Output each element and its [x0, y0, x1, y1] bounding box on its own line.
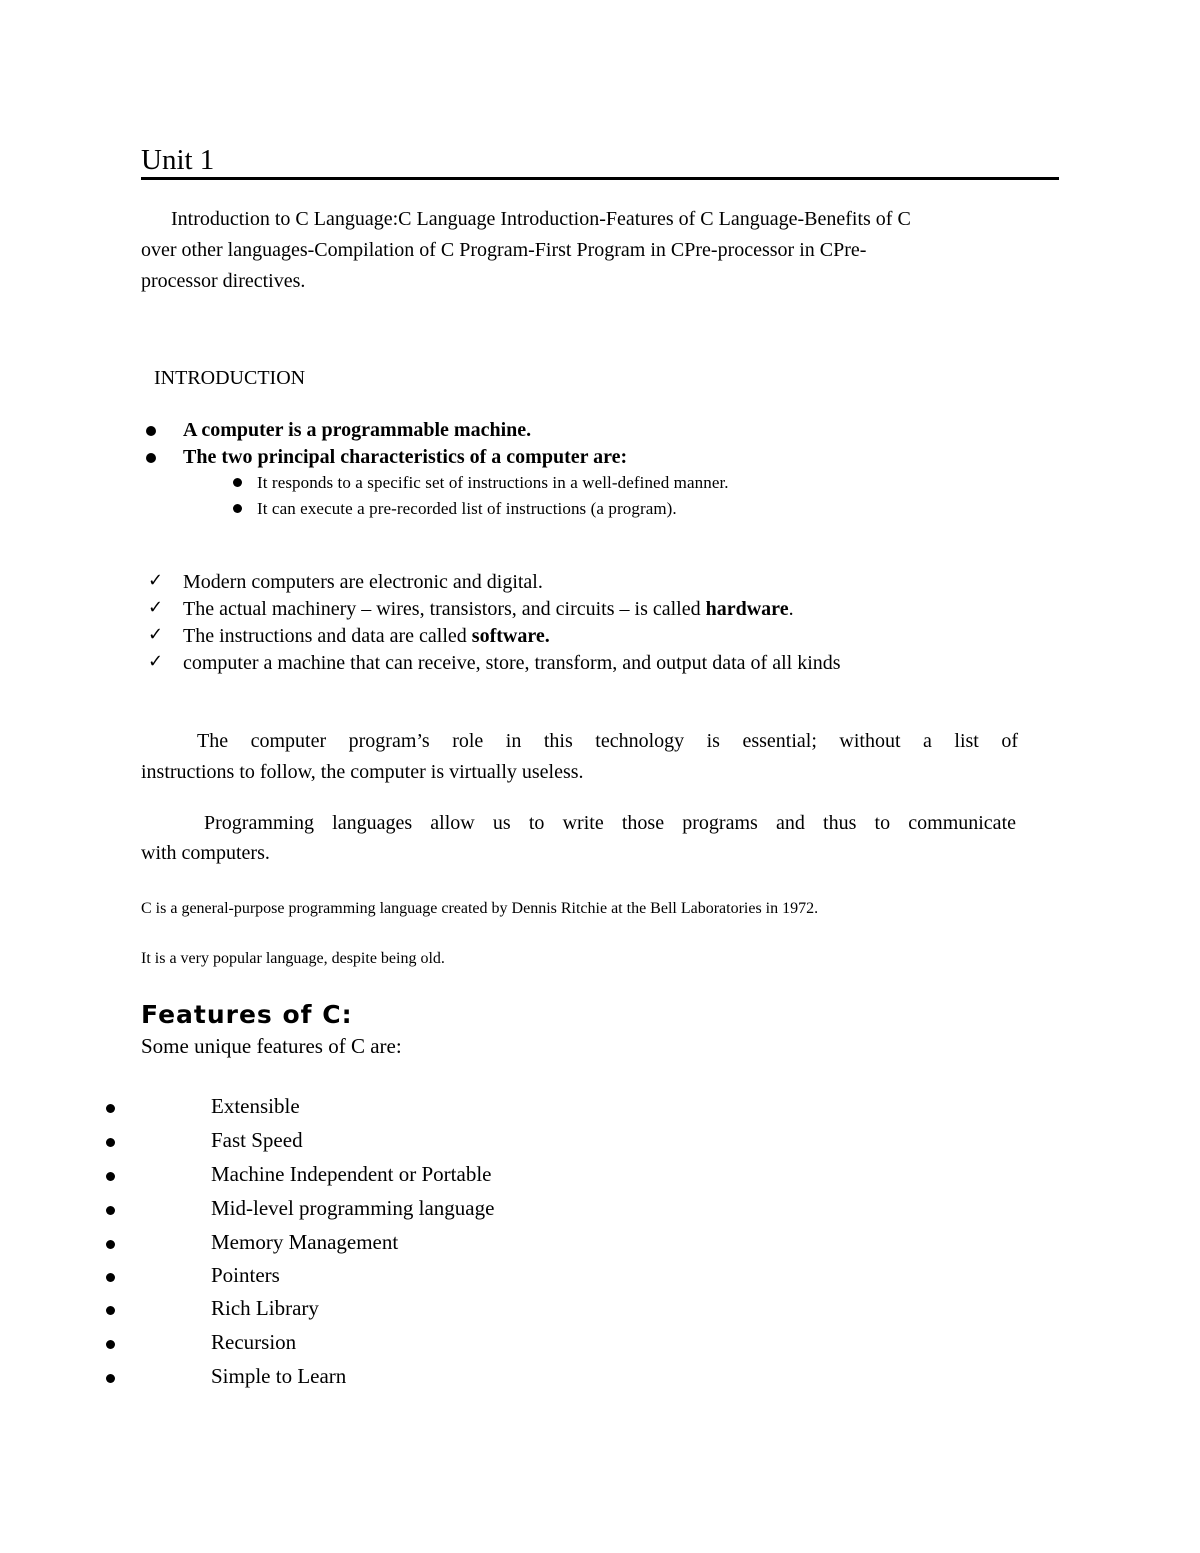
bullet-icon: [106, 1340, 115, 1349]
paragraph-3: C is a general-purpose programming language created by Dennis Ritchie at the Bell Laboratories in 1972.: [141, 900, 819, 917]
feature-item: Extensible: [211, 1094, 300, 1118]
unit-title: Unit 1: [141, 144, 215, 176]
intro-sub-bullet-2: It can execute a pre-recorded list of instructions (a program).: [257, 499, 677, 518]
check-item-3: [183, 625, 550, 648]
feature-item: Fast Speed: [211, 1128, 303, 1152]
introduction-heading: INTRODUCTION: [154, 367, 306, 389]
feature-item: Rich Library: [211, 1296, 319, 1320]
bullet-icon: [106, 1240, 115, 1249]
checkmark-icon: ✓: [148, 570, 164, 591]
feature-item: Recursion: [211, 1330, 297, 1354]
bullet-icon: [106, 1206, 115, 1215]
bullet-icon: [146, 453, 156, 463]
intro-sub-bullet-1: It responds to a specific set of instructions in a well-defined manner.: [257, 473, 729, 492]
bullet-icon: [106, 1273, 115, 1282]
bullet-icon: [106, 1374, 115, 1383]
check-item-2-after: .: [788, 598, 794, 620]
syllabus-line-1: Introduction to C Language:C Language Introduction-Features of C Language-Benefits of C: [171, 208, 911, 230]
bullet-icon: [146, 426, 156, 436]
syllabus-line-3: processor directives.: [141, 270, 306, 292]
bullet-icon: [233, 478, 242, 487]
title-underline: [141, 177, 1059, 180]
intro-bullet-2: The two principal characteristics of a computer are:: [183, 446, 628, 468]
checkmark-icon: ✓: [148, 651, 164, 672]
intro-bullet-1: A computer is a programmable machine.: [183, 419, 532, 441]
feature-item: Memory Management: [211, 1230, 399, 1254]
bullet-icon: [106, 1306, 115, 1315]
check-item-2: [183, 598, 794, 621]
feature-item: Pointers: [211, 1263, 280, 1287]
bullet-icon: [106, 1172, 115, 1181]
features-heading: Features of C:: [141, 1000, 353, 1029]
features-subtitle: Some unique features of C are:: [141, 1034, 402, 1058]
paragraph-1-line-2: instructions to follow, the computer is virtually useless.: [141, 761, 584, 783]
syllabus-line-2: over other languages-Compilation of C Program-First Program in CPre-processor in CPre-: [141, 239, 867, 261]
feature-item: Simple to Learn: [211, 1364, 347, 1388]
check-item-1: Modern computers are electronic and digital.: [183, 571, 543, 593]
checkmark-icon: ✓: [148, 597, 164, 618]
paragraph-2-line-1: Programming languages allow us to write those programs and thus to communicate: [204, 812, 1016, 834]
paragraph-2-line-2: with computers.: [141, 842, 270, 864]
check-item-3-bold: software.: [471, 625, 550, 647]
check-item-2-bold: hardware: [705, 598, 789, 620]
feature-item: Mid-level programming language: [211, 1196, 495, 1220]
bullet-icon: [233, 504, 242, 513]
bullet-icon: [106, 1104, 115, 1113]
bullet-icon: [106, 1138, 115, 1147]
check-item-3-text: The instructions and data are called: [183, 625, 472, 647]
paragraph-4: It is a very popular language, despite being old.: [141, 950, 445, 967]
feature-item: Machine Independent or Portable: [211, 1162, 492, 1186]
checkmark-icon: ✓: [148, 624, 164, 645]
paragraph-1-line-1: The computer program’s role in this technology is essential; without a list of: [197, 730, 1018, 752]
check-item-2-text: The actual machinery – wires, transistors, and circuits – is called: [183, 598, 706, 620]
check-item-4: computer a machine that can receive, store, transform, and output data of all kinds: [183, 652, 841, 674]
